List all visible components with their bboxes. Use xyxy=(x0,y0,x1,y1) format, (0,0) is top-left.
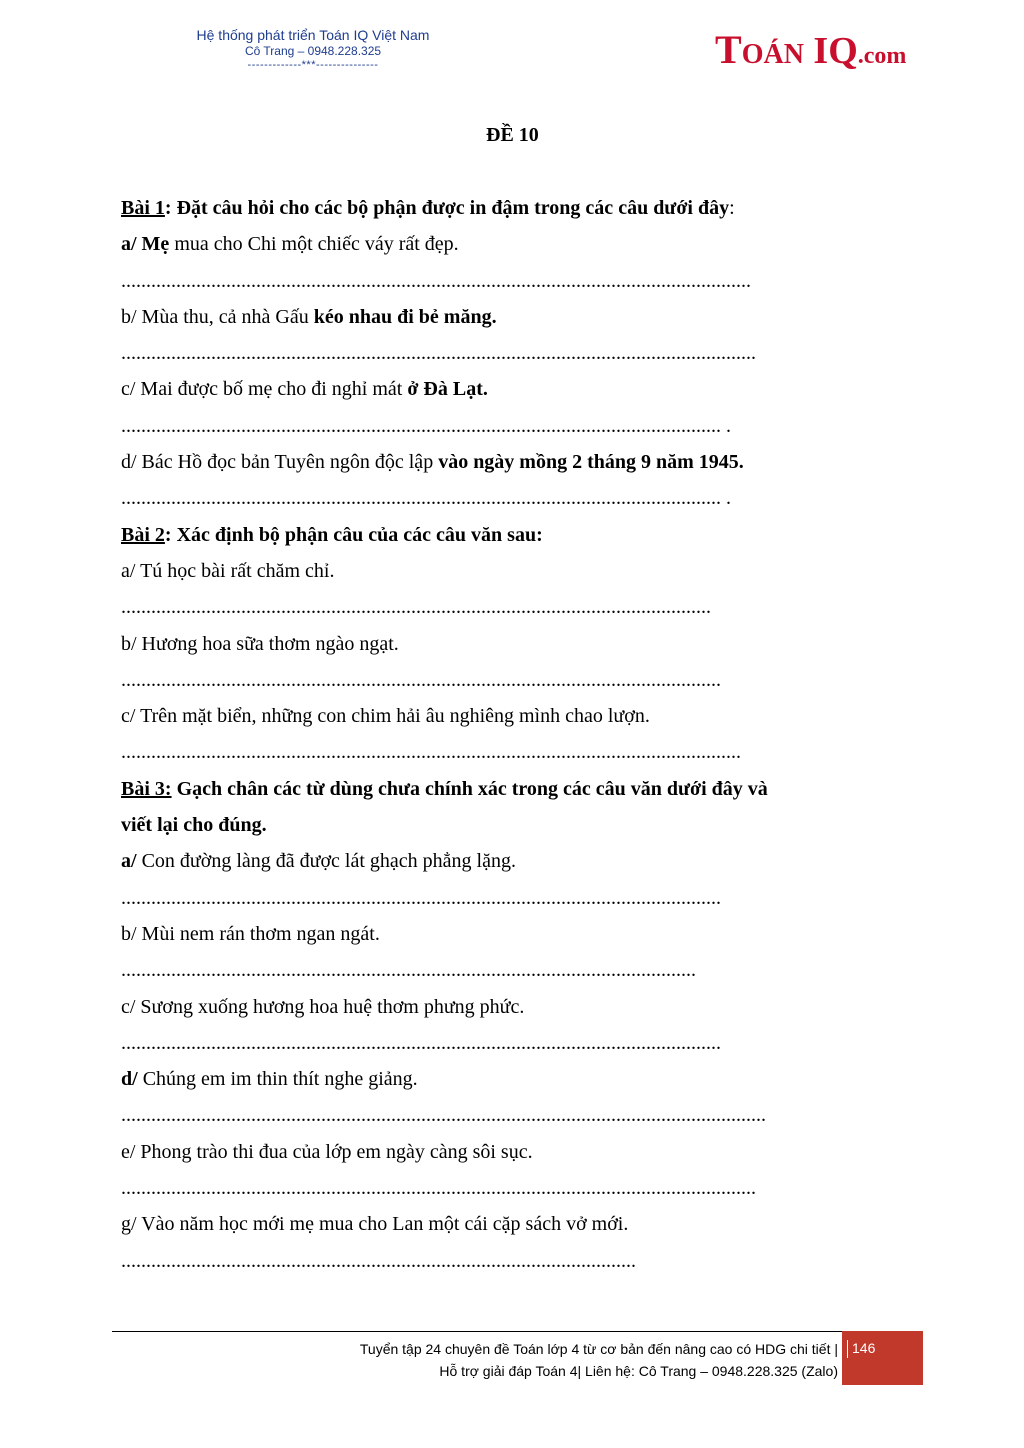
header-org-name: Hệ thống phát triển Toán IQ Việt Nam xyxy=(196,27,430,43)
footer-line-1: Tuyển tập 24 chuyên đề Toán lớp 4 từ cơ bản đến nâng cao có HDG chi tiết | xyxy=(359,1341,838,1357)
bai3-a-prefix: a/ xyxy=(121,850,137,873)
bai1-a-text: mua cho Chi một chiếc váy rất đẹp. xyxy=(169,233,459,256)
header-contact: Cô Trang – 0948.228.325 xyxy=(244,44,382,58)
answer-line: ........................................................................................................................ xyxy=(121,886,721,909)
bai1-label: Bài 1 xyxy=(121,197,165,219)
exercise-content xyxy=(121,190,911,1279)
bai3-d-prefix: d/ xyxy=(121,1068,138,1091)
bai1-c-text: c/ Mai được bố mẹ cho đi nghỉ mát xyxy=(121,378,408,401)
bai3-heading-cont xyxy=(121,807,911,843)
bai1-item-b xyxy=(121,299,911,335)
logo-t: T xyxy=(715,27,742,72)
bai3-heading xyxy=(121,771,911,807)
logo-oan: OÁN xyxy=(741,39,804,70)
bai2-heading xyxy=(121,517,911,553)
bai3-label: Bài 3: xyxy=(121,777,172,800)
bai2-item-a: a/ Tú học bài rất chăm chỉ. xyxy=(121,559,335,582)
page-number: 146 xyxy=(852,1340,876,1356)
answer-line: ............................................................................................................................ xyxy=(121,741,741,764)
bai1-heading xyxy=(121,190,911,226)
bai2-heading-text: : Xác định bộ phận câu của các câu văn sau: xyxy=(164,523,543,546)
bai2-label: Bài 2 xyxy=(121,523,165,546)
answer-line: .............................................................................................................................. xyxy=(121,269,751,292)
answer-line: ....................................................................................................... xyxy=(121,1249,636,1272)
bai3-item-d xyxy=(121,1061,911,1097)
bai1-d-bold: vào ngày mồng 2 tháng 9 năm 1945. xyxy=(438,451,744,474)
bai3-heading-text: Gạch chân các từ dùng chưa chính xác trong các câu văn dưới đây và xyxy=(171,777,768,800)
footer-divider xyxy=(112,1331,842,1332)
bai1-item-c xyxy=(121,371,911,407)
bai1-b-text: b/ Mùa thu, cả nhà Gấu xyxy=(121,305,314,328)
answer-line: ............................................................................................................................... xyxy=(121,342,756,365)
bai2-item-c: c/ Trên mặt biển, những con chim hải âu nghiêng mình chao lượn. xyxy=(121,705,650,728)
page-title: ĐỀ 10 xyxy=(486,124,539,146)
bai3-item-g: g/ Vào năm học mới mẹ mua cho Lan một cái cặp sách vở mới. xyxy=(121,1213,629,1236)
answer-line: ................................................................................................................... xyxy=(121,959,696,982)
bai1-heading-tail: : xyxy=(729,197,735,219)
bai2-item-b: b/ Hương hoa sữa thơm ngào ngạt. xyxy=(121,632,399,655)
footer-text xyxy=(360,1338,838,1382)
answer-line: ............................................................................................................................... xyxy=(121,1177,756,1200)
answer-line: ................................................................................................................................. xyxy=(121,1104,766,1127)
bai3-d-text: Chúng em im thin thít nghe giảng. xyxy=(137,1068,418,1091)
bai1-d-text: d/ Bác Hồ đọc bản Tuyên ngôn độc lập xyxy=(121,451,439,474)
bai3-item-c: c/ Sương xuống hương hoa huệ thơm phưng phức. xyxy=(121,995,525,1018)
header-organization xyxy=(178,27,448,72)
footer-line-2: Hỗ trợ giải đáp Toán 4| Liên hệ: Cô Trang – 0948.228.325 (Zalo) xyxy=(439,1363,838,1379)
answer-line: ........................................................................................................................ xyxy=(121,1031,721,1054)
answer-line: ........................................................................................................................ . xyxy=(121,487,731,510)
answer-line: ...................................................................................................................... xyxy=(121,596,711,619)
bai1-heading-text: : Đặt câu hỏi cho các bộ phận được in đậm trong các câu dưới đây xyxy=(164,197,730,219)
answer-line: ........................................................................................................................ xyxy=(121,668,721,691)
bai1-c-bold: ở Đà Lạt. xyxy=(407,378,488,401)
bai1-item-d xyxy=(121,444,911,480)
bai1-a-prefix: a/ Mẹ xyxy=(121,233,170,256)
bai3-item-a xyxy=(121,843,911,879)
page-number-box xyxy=(842,1331,923,1385)
page-number-separator xyxy=(847,1340,848,1358)
logo-iq: IQ xyxy=(803,30,858,72)
bai3-heading-text-2: viết lại cho đúng. xyxy=(121,814,267,837)
toaniq-logo xyxy=(715,26,906,73)
logo-com: .com xyxy=(857,43,907,69)
bai1-b-bold: kéo nhau đi bẻ măng. xyxy=(313,305,497,328)
answer-line: ........................................................................................................................ . xyxy=(121,414,731,437)
bai3-item-b: b/ Mùi nem rán thơm ngan ngát. xyxy=(121,922,380,945)
bai3-a-text: Con đường làng đã được lát ghạch phẳng lặng. xyxy=(136,850,516,873)
bai3-item-e: e/ Phong trào thi đua của lớp em ngày càng sôi sục. xyxy=(121,1140,533,1163)
header-divider: -------------***--------------- xyxy=(247,59,379,71)
bai1-item-a xyxy=(121,226,911,262)
